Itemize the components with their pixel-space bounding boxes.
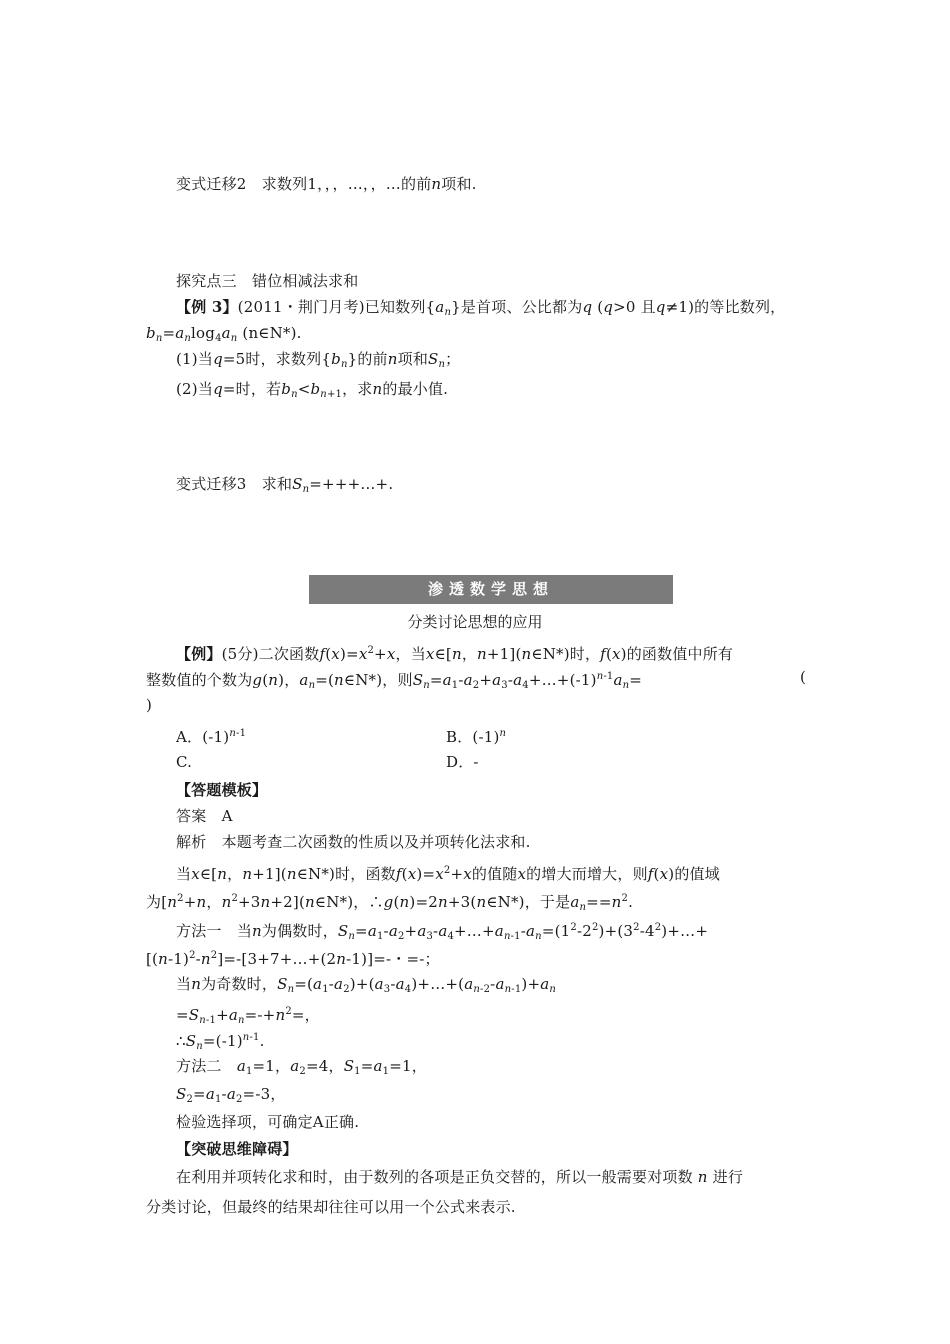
example-line1: 【例】(5分)二次函数$f(x)=x^2+x$，当x∈[n，n+1](n∈N*)时，f(x)的函数值中所有 — [176, 645, 734, 663]
variant3-line: 变式迁移3 求和$S_n=+++\dots+$. — [176, 475, 394, 495]
odd-case-line1: 当n为奇数时，$S_n=(a_1-a_2)+(a_3-a_4)+\dots+(a_{n-2}-a_{n-1})+a_n$ — [176, 975, 557, 995]
method1-line1: 方法一 当n为偶数时，$S_n=a_1-a_2+a_3-a_4+\dots+a_{n-1}-a_n=(1^2-2^2)+(3^2-4^2)+\dots+$ — [176, 922, 709, 942]
method2-line2: $S_2=a_1-a_2=-3$， — [176, 1085, 286, 1105]
variant2-line: 变式迁移2 求数列1，，，…，，…的前n项和. — [176, 175, 477, 193]
check-line: 检验选择项，可确定A正确. — [176, 1113, 360, 1131]
option-b: B．$(-1)^n$ — [446, 728, 507, 746]
template-heading: 【答题模板】 — [176, 781, 268, 799]
odd-case-line2: $=S_{n-1}+a_n=-+n^2=$， — [176, 1006, 320, 1026]
solution-line1: 当x∈[n，n+1](n∈N*)时，函数$f(x)=x^2+x$的值随x的增大而增大，则f(x)的值域 — [176, 865, 720, 883]
therefore-line: $\therefore S_n=(-1)^{n-1}$. — [176, 1032, 265, 1052]
answer-line: 答案 A — [176, 807, 233, 825]
example3-label: 【例 3】 — [176, 298, 238, 316]
variant3-label: 变式迁移3 — [176, 475, 247, 493]
example3-line2: $b_n=a_n\log_4a_n$ (n∈N*). — [146, 324, 302, 344]
option-d: D．- — [446, 753, 479, 771]
option-c: C. — [176, 753, 193, 771]
solution-line2: 为[$n^2+n$，$n^2+3n+2](n\in N*)$，∴g(n)=2n+3(n∈N*)，于是$a_n==n^2$. — [146, 893, 634, 913]
closing-line2: 分类讨论，但最终的结果却往往可以用一个公式来表示. — [146, 1198, 516, 1216]
closing-line1: 在利用并项转化求和时，由于数列的各项是正负交替的，所以一般需要对项数 n 进行 — [176, 1168, 744, 1186]
example3-line1: 【例 3】(2011・荆门月考)已知数列$\{a_n\}$是首项、公比都为q (q>0 且q≠1)的等比数列， — [176, 298, 786, 318]
subtitle: 分类讨论思想的应用 — [407, 613, 543, 631]
method2-line1: 方法二 $a_1=1$，$a_2=4$，$S_1=a_1=1$， — [176, 1057, 427, 1077]
breakthrough-heading: 【突破思维障碍】 — [176, 1140, 298, 1158]
example-line2: 整数值的个数为g(n)，$a_n=(n\in N*)$，则$S_n=a_1-a_2+a_3-a_4+\dots+(-1)^{n-1}a_n=$ — [146, 671, 643, 691]
analysis-line: 解析 本题考查二次函数的性质以及并项转化法求和. — [176, 833, 531, 851]
example3-part1: (1)当q=5时，求数列$\{b_n\}$的前n项和$S_n$； — [176, 350, 461, 370]
option-a: A．$(-1)^{n-1}$ — [176, 728, 247, 746]
section-banner: 渗透数学思想 — [309, 575, 673, 604]
answer-bracket-open: ( — [800, 668, 807, 686]
answer-bracket-close: ) — [146, 696, 153, 714]
method1-line2: $[(n-1)^2-n^2]=-[3+7+\dots+(2n-1)]=-$・=-； — [146, 950, 440, 968]
example-label: 【例】 — [176, 645, 222, 663]
section3-title: 探究点三 错位相减法求和 — [176, 272, 359, 290]
example3-part2: (2)当q=时，若$b_n<b_{n+1}$，求n的最小值. — [176, 380, 449, 400]
variant2-label: 变式迁移2 — [176, 175, 247, 193]
